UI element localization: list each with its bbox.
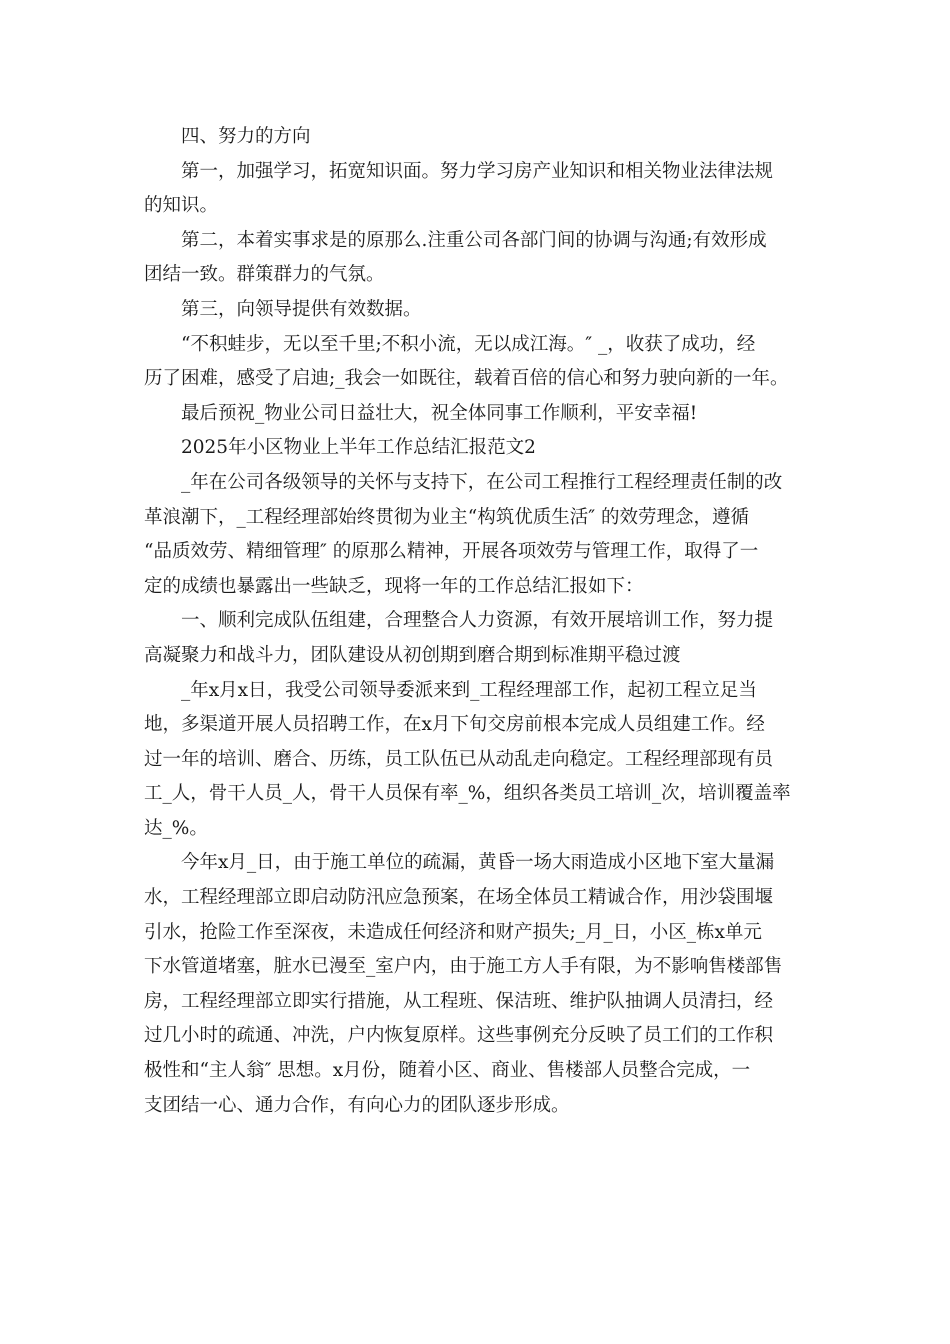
paragraph-line: 房，工程经理部立即实行措施，从工程班、保洁班、维护队抽调人员清扫，经 — [144, 990, 774, 1012]
paragraph-line: 下水管道堵塞，脏水已漫至_室户内，由于施工方人手有限，为不影响售楼部售 — [144, 956, 783, 978]
paragraph-line: 工_人，骨干人员_人，骨干人员保有率_%，组织各类员工培训_次，培训覆盖率 — [144, 783, 791, 805]
paragraph-line: 团结一致。群策群力的气氛。 — [144, 264, 385, 286]
article-title: 2025年小区物业上半年工作总结汇报范文2 — [181, 437, 536, 459]
paragraph-line: “品质效劳、精细管理″ 的原那么精神，开展各项效劳与管理工作，取得了一 — [144, 541, 759, 563]
paragraph-line: 第一，加强学习，拓宽知识面。努力学习房产业知识和相关物业法律法规 — [181, 160, 774, 182]
paragraph-line: 水，工程经理部立即启动防汛应急预案，在场全体员工精诚合作，用沙袋围堰 — [144, 887, 774, 909]
paragraph-line: 地，多渠道开展人员招聘工作，在x月下旬交房前根本完成人员组建工作。经 — [144, 714, 765, 736]
section-heading: 高凝聚力和战斗力，团队建设从初创期到磨合期到标准期平稳过渡 — [144, 644, 681, 666]
paragraph-line: 第三，向领导提供有效数据。 — [181, 298, 422, 320]
paragraph-line: 革浪潮下，_工程经理部始终贯彻为业主“构筑优质生活″ 的效劳理念，遵循 — [144, 506, 750, 528]
paragraph-line: 达_%。 — [144, 817, 208, 839]
paragraph-line: 定的成绩也暴露出一些缺乏，现将一年的工作总结汇报如下： — [144, 575, 644, 597]
paragraph-line: 支团结一心、通力合作，有向心力的团队逐步形成。 — [144, 1094, 570, 1116]
document-page — [144, 120, 806, 1123]
paragraph-line: 今年x月_日，由于施工单位的疏漏，黄昏一场大雨造成小区地下室大量漏 — [181, 852, 775, 874]
paragraph-line: 过几小时的疏通、冲洗，户内恢复原样。这些事例充分反映了员工们的工作积 — [144, 1025, 774, 1047]
paragraph-line: 第二，本着实事求是的原那么.注重公司各部门间的协调与沟通;有效形成 — [181, 229, 767, 251]
section-heading: 四、努力的方向 — [181, 126, 311, 147]
paragraph-line: 的知识。 — [144, 195, 219, 217]
paragraph-line: 历了困难，感受了启迪;_我会一如既往，载着百倍的信心和努力驶向新的一年。 — [144, 368, 789, 390]
section-heading: 一、顺利完成队伍组建，合理整合人力资源，有效开展培训工作，努力提 — [181, 610, 774, 632]
paragraph-line: 引水，抢险工作至深夜，未造成任何经济和财产损失;_月_日，小区_栋x单元 — [144, 921, 762, 943]
paragraph-line: “不积蛙步，无以至千里;不积小流，无以成江海。″ _，收获了成功，经 — [181, 333, 756, 355]
paragraph-line: 过一年的培训、磨合、历练，员工队伍已从动乱走向稳定。工程经理部现有员 — [144, 748, 774, 770]
paragraph-line: _年x月x日，我受公司领导委派来到_工程经理部工作，起初工程立足当 — [181, 679, 757, 701]
paragraph-line: _年在公司各级领导的关怀与支持下，在公司工程推行工程经理责任制的改 — [181, 471, 783, 493]
paragraph-line: 最后预祝_物业公司日益壮大，祝全体同事工作顺利，平安幸福! — [181, 402, 698, 424]
paragraph-line: 极性和“主人翁″ 思想。x月份，随着小区、商业、售楼部人员整合完成，一 — [144, 1060, 751, 1082]
